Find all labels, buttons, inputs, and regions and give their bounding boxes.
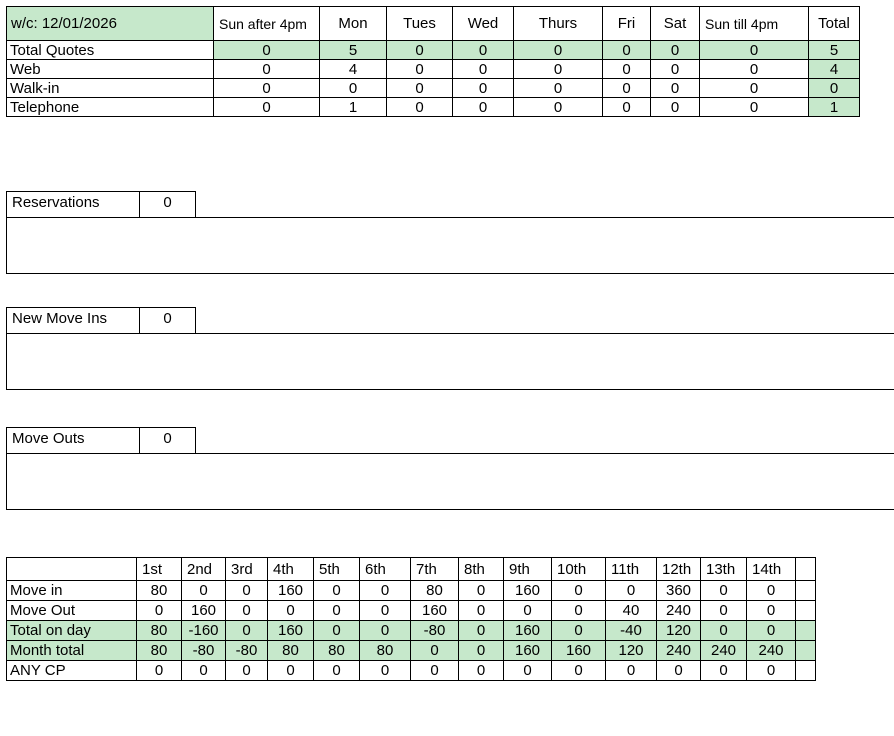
day-value: 0 (314, 661, 360, 681)
day-value: 80 (137, 581, 182, 601)
cell: 0 (387, 41, 453, 60)
day-value: 0 (226, 601, 268, 621)
cell: 0 (514, 60, 603, 79)
monthly-row (7, 581, 816, 601)
day-header: 13th (701, 558, 747, 581)
day-value: 80 (411, 581, 459, 601)
monthly-row (7, 621, 816, 641)
day-value: 40 (606, 601, 657, 621)
day-value: 0 (504, 601, 552, 621)
row-label: Move in (7, 581, 137, 601)
overflow-cell (796, 621, 816, 641)
row-label: Telephone (7, 98, 214, 117)
day-value: 0 (314, 601, 360, 621)
day-value: -160 (182, 621, 226, 641)
total-cell: 0 (809, 79, 860, 98)
total-cell: 4 (809, 60, 860, 79)
day-value: 80 (360, 641, 411, 661)
day-value: 0 (504, 661, 552, 681)
day-header: 2nd (182, 558, 226, 581)
new-move-ins-details-box (6, 333, 894, 390)
day-value: 160 (552, 641, 606, 661)
header-total: Total (809, 7, 860, 41)
new-move-ins-label: New Move Ins (6, 307, 139, 333)
day-value: 0 (701, 581, 747, 601)
cell: 0 (453, 60, 514, 79)
day-value: 0 (657, 661, 701, 681)
monthly-row (7, 661, 816, 681)
cell: 0 (603, 98, 651, 117)
day-value: 0 (701, 661, 747, 681)
day-header: 14th (747, 558, 796, 581)
day-header: 5th (314, 558, 360, 581)
day-header: 9th (504, 558, 552, 581)
cell: 0 (700, 41, 809, 60)
header-sun-till: Sun till 4pm (700, 7, 809, 41)
day-header: 3rd (226, 558, 268, 581)
cell: 0 (214, 41, 320, 60)
cell: 0 (214, 60, 320, 79)
new-move-ins-count: 0 (139, 307, 196, 333)
week-commencing-label: w/c: 12/01/2026 (7, 7, 214, 41)
cell: 0 (603, 60, 651, 79)
cell: 0 (700, 79, 809, 98)
cell: 0 (603, 41, 651, 60)
reservations-details-box (6, 217, 894, 274)
cell: 0 (651, 41, 700, 60)
day-value: 80 (137, 621, 182, 641)
day-header: 7th (411, 558, 459, 581)
cell: 0 (214, 79, 320, 98)
row-label: Move Out (7, 601, 137, 621)
day-value: 0 (314, 621, 360, 641)
cell: 0 (651, 79, 700, 98)
day-value: 0 (552, 601, 606, 621)
day-value: 240 (657, 601, 701, 621)
row-label: ANY CP (7, 661, 137, 681)
day-value: 160 (504, 641, 552, 661)
header-thurs: Thurs (514, 7, 603, 41)
day-value: 0 (747, 621, 796, 641)
move-outs-count: 0 (139, 427, 196, 453)
row-label: Total on day (7, 621, 137, 641)
day-value: 0 (182, 581, 226, 601)
overflow-cell (796, 581, 816, 601)
corner-cell (7, 558, 137, 581)
move-outs-label: Move Outs (6, 427, 139, 453)
cell: 0 (514, 98, 603, 117)
cell: 0 (651, 60, 700, 79)
total-cell: 5 (809, 41, 860, 60)
day-value: 360 (657, 581, 701, 601)
day-value: 0 (360, 621, 411, 641)
cell: 0 (214, 98, 320, 117)
day-value: 160 (268, 581, 314, 601)
day-value: 0 (268, 661, 314, 681)
day-value: 0 (411, 641, 459, 661)
day-header: 4th (268, 558, 314, 581)
day-value: 120 (606, 641, 657, 661)
day-value: 80 (137, 641, 182, 661)
cell: 0 (387, 79, 453, 98)
day-value: 0 (747, 601, 796, 621)
monthly-row (7, 601, 816, 621)
day-value: 0 (606, 661, 657, 681)
total-cell: 1 (809, 98, 860, 117)
day-value: 160 (411, 601, 459, 621)
day-value: 0 (226, 661, 268, 681)
day-value: 0 (552, 581, 606, 601)
overflow-cell (796, 601, 816, 621)
row-label: Walk-in (7, 79, 214, 98)
day-value: 0 (226, 581, 268, 601)
day-value: -80 (411, 621, 459, 641)
day-value: 0 (459, 641, 504, 661)
day-value: -80 (226, 641, 268, 661)
header-fri: Fri (603, 7, 651, 41)
day-header: 8th (459, 558, 504, 581)
day-value: 160 (504, 621, 552, 641)
day-header: 1st (137, 558, 182, 581)
cell: 0 (453, 41, 514, 60)
cell: 0 (700, 98, 809, 117)
row-label: Month total (7, 641, 137, 661)
day-header-overflow (796, 558, 816, 581)
cell: 0 (603, 79, 651, 98)
cell: 1 (320, 98, 387, 117)
day-value: 0 (552, 621, 606, 641)
day-value: 80 (268, 641, 314, 661)
move-outs-section (6, 427, 894, 510)
day-value: 160 (182, 601, 226, 621)
day-value: 0 (459, 621, 504, 641)
day-value: 0 (459, 581, 504, 601)
cell: 0 (514, 41, 603, 60)
reservations-section (6, 191, 894, 274)
day-value: 0 (314, 581, 360, 601)
row-label: Web (7, 60, 214, 79)
cell: 4 (320, 60, 387, 79)
day-header: 12th (657, 558, 701, 581)
move-outs-details-box (6, 453, 894, 510)
day-value: 0 (747, 661, 796, 681)
day-value: 0 (268, 601, 314, 621)
day-value: 0 (701, 621, 747, 641)
weekly-header-row (7, 7, 860, 41)
day-header: 11th (606, 558, 657, 581)
overflow-cell (796, 661, 816, 681)
header-sat: Sat (651, 7, 700, 41)
weekly-row-walk-in (7, 79, 860, 98)
weekly-row-web (7, 60, 860, 79)
header-sun-after: Sun after 4pm (214, 7, 320, 41)
overflow-cell (796, 641, 816, 661)
new-move-ins-section (6, 307, 894, 390)
row-label: Total Quotes (7, 41, 214, 60)
day-header: 10th (552, 558, 606, 581)
day-value: 0 (606, 581, 657, 601)
header-wed: Wed (453, 7, 514, 41)
day-value: 240 (747, 641, 796, 661)
reservations-label: Reservations (6, 191, 139, 217)
day-value: 0 (552, 661, 606, 681)
day-value: 0 (459, 661, 504, 681)
day-value: 0 (226, 621, 268, 641)
day-value: 0 (459, 601, 504, 621)
monthly-row (7, 641, 816, 661)
cell: 5 (320, 41, 387, 60)
weekly-row-total-quotes (7, 41, 860, 60)
day-value: 120 (657, 621, 701, 641)
day-value: 240 (701, 641, 747, 661)
weekly-quotes-table (6, 6, 860, 117)
day-value: 160 (268, 621, 314, 641)
day-value: 240 (657, 641, 701, 661)
day-value: 0 (137, 601, 182, 621)
day-header: 6th (360, 558, 411, 581)
cell: 0 (651, 98, 700, 117)
cell: 0 (320, 79, 387, 98)
cell: 0 (387, 60, 453, 79)
day-value: 0 (411, 661, 459, 681)
day-value: 0 (182, 661, 226, 681)
day-value: -80 (182, 641, 226, 661)
cell: 0 (453, 79, 514, 98)
weekly-row-telephone (7, 98, 860, 117)
day-value: -40 (606, 621, 657, 641)
cell: 0 (387, 98, 453, 117)
reservations-count: 0 (139, 191, 196, 217)
day-value: 0 (701, 601, 747, 621)
day-value: 80 (314, 641, 360, 661)
monthly-header-row (7, 558, 816, 581)
day-value: 0 (137, 661, 182, 681)
header-mon: Mon (320, 7, 387, 41)
cell: 0 (700, 60, 809, 79)
day-value: 0 (360, 601, 411, 621)
day-value: 160 (504, 581, 552, 601)
day-value: 0 (747, 581, 796, 601)
cell: 0 (514, 79, 603, 98)
cell: 0 (453, 98, 514, 117)
day-value: 0 (360, 581, 411, 601)
monthly-movement-table (6, 557, 816, 681)
header-tues: Tues (387, 7, 453, 41)
day-value: 0 (360, 661, 411, 681)
